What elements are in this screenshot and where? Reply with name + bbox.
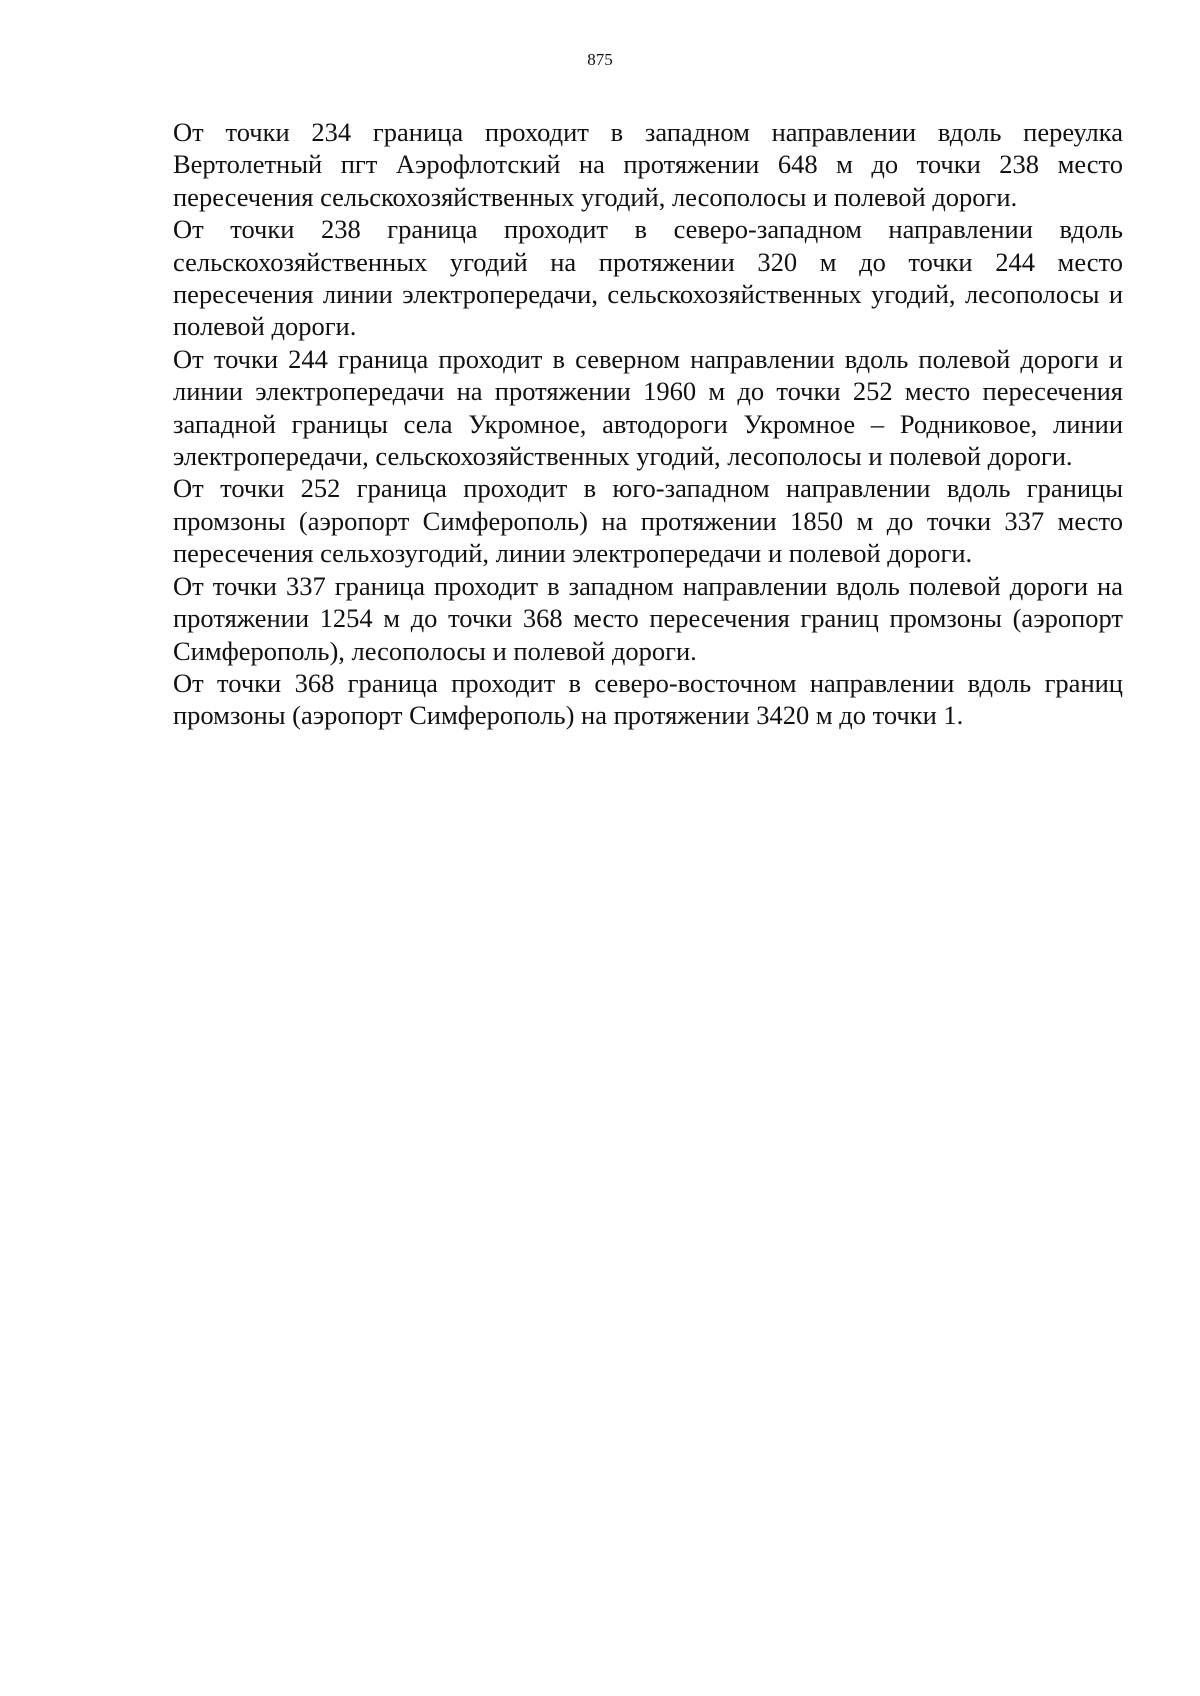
paragraph-point-368: От точки 368 граница проходит в северо-восточном направлении вдоль границ промзоны (аэропорт Симферополь) на протяжении 3420 м до точки 1. [173,667,1123,731]
document-body [173,116,1123,732]
paragraph-point-234: От точки 234 граница проходит в западном направлении вдоль переулка Вертолетный пгт Аэрофлотский на протяжении 648 м до точки 238 место пересечения сельскохозяйственных угодий, лесополосы и полевой дороги. [173,117,1123,212]
page-number: 875 [587,50,613,69]
paragraph-point-238: От точки 238 граница проходит в северо-западном направлении вдоль сельскохозяйственных угодий на протяжении 320 м до точки 244 место пересечения линии электропередачи, сельскохозяйственных угодий, лесополосы и полевой дороги. [173,214,1123,342]
paragraph-point-337: От точки 337 граница проходит в западном направлении вдоль полевой дороги на протяжении 1254 м до точки 368 место пересечения границ промзоны (аэропорт Симферополь), лесополосы и полевой дороги. [173,570,1123,666]
paragraph-point-252: От точки 252 граница проходит в юго-западном направлении вдоль границы промзоны (аэропорт Симферополь) на протяжении 1850 м до точки 337 место пересечения сельхозугодий, линии электропередачи и полевой дороги. [173,473,1123,569]
paragraph-point-244: От точки 244 граница проходит в северном направлении вдоль полевой дороги и линии электропередачи на протяжении 1960 м до точки 252 место пересечения западной границы села Укромное, автодороги Укромное – Родниковое, линии электропередачи, сельскохозяйственных угодий, лесополосы и полевой дороги. [173,343,1123,472]
